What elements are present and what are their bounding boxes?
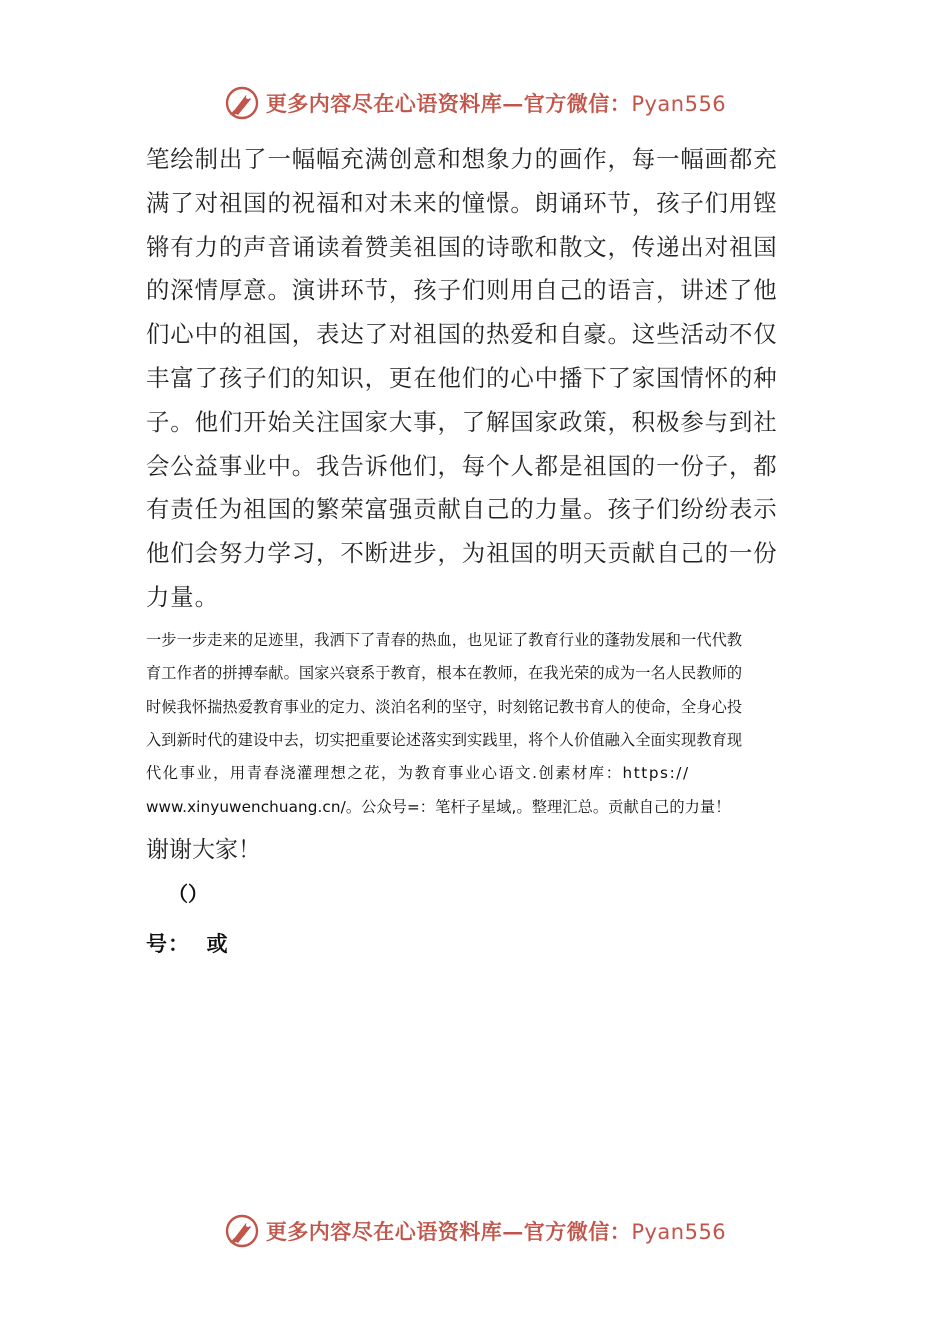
label-line: 号： 或 — [146, 932, 229, 956]
banner-text: 更多内容尽在心语资料库—官方微信：Pyan556 — [265, 91, 727, 116]
paragraph-line: 他们会努力学习，不断进步，为祖国的明天贡献自己的一份 — [146, 539, 778, 568]
pen-nib-logo-icon — [224, 1213, 260, 1249]
document-body — [146, 138, 808, 868]
wechat-id: Pyan556 — [631, 1220, 727, 1244]
paragraph-line: 会公益事业中。我告诉他们，每个人都是祖国的一份子，都 — [146, 451, 778, 480]
paragraph-line: 力量。 — [146, 582, 219, 611]
small-paragraph-line: 时候我怀揣热爱教育事业的定力、淡泊名利的坚守，时刻铭记教书育人的使命，全身心投 — [146, 697, 743, 716]
small-paragraph-line: 入到新时代的建设中去，切实把重要论述落实到实践里，将个人价值融入全面实现教育现 — [146, 730, 743, 749]
paragraph-line: 们心中的祖国，表达了对祖国的热爱和自豪。这些活动不仅 — [146, 320, 778, 349]
small-paragraph — [146, 624, 808, 824]
paragraph-line: 丰富了孩子们的知识，更在他们的心中播下了家国情怀的种 — [146, 363, 778, 392]
paragraph-line: 满了对祖国的祝福和对未来的憧憬。朗诵环节，孩子们用铿 — [146, 188, 778, 217]
header-banner — [0, 81, 950, 125]
paragraph-line: 笔绘制出了一幅幅充满创意和想象力的画作，每一幅画都充 — [146, 145, 778, 173]
small-paragraph-line: 育工作者的拼搏奉献。国家兴衰系于教育，根本在教师，在我光荣的成为一名人民教师的 — [146, 664, 743, 683]
paragraph-line: 有责任为祖国的繁荣富强贡献自己的力量。孩子们纷纷表示 — [146, 495, 778, 524]
main-paragraph — [146, 138, 808, 620]
small-paragraph-line: 一步一步走来的足迹里，我洒下了青春的热血，也见证了教育行业的蓬勃发展和一代代教 — [146, 630, 743, 649]
banner-text: 更多内容尽在心语资料库—官方微信：Pyan556 — [265, 1219, 727, 1244]
closing-text: 谢谢大家！ — [146, 837, 261, 864]
small-paragraph-line: 代化事业，用青春浇灌理想之花，为教育事业心语文.创素材库：https:// — [146, 764, 690, 783]
paragraph-line: 子。他们开始关注国家大事，了解国家政策，积极参与到社 — [146, 407, 778, 436]
small-paragraph-line: www.xinyuwenchuang.cn/。公众号=：笔杆子星域,。整理汇总。贡献自己的力量！ — [146, 797, 731, 816]
wechat-id: Pyan556 — [631, 92, 727, 116]
paragraph-line: 的深情厚意。演讲环节，孩子们则用自己的语言，讲述了他 — [146, 276, 778, 305]
footer-banner — [0, 1209, 950, 1253]
paragraph-line: 锵有力的声音诵读着赞美祖国的诗歌和散文，传递出对祖国 — [146, 232, 778, 261]
parentheses-text: （） — [168, 882, 208, 906]
pen-nib-logo-icon — [224, 85, 260, 121]
